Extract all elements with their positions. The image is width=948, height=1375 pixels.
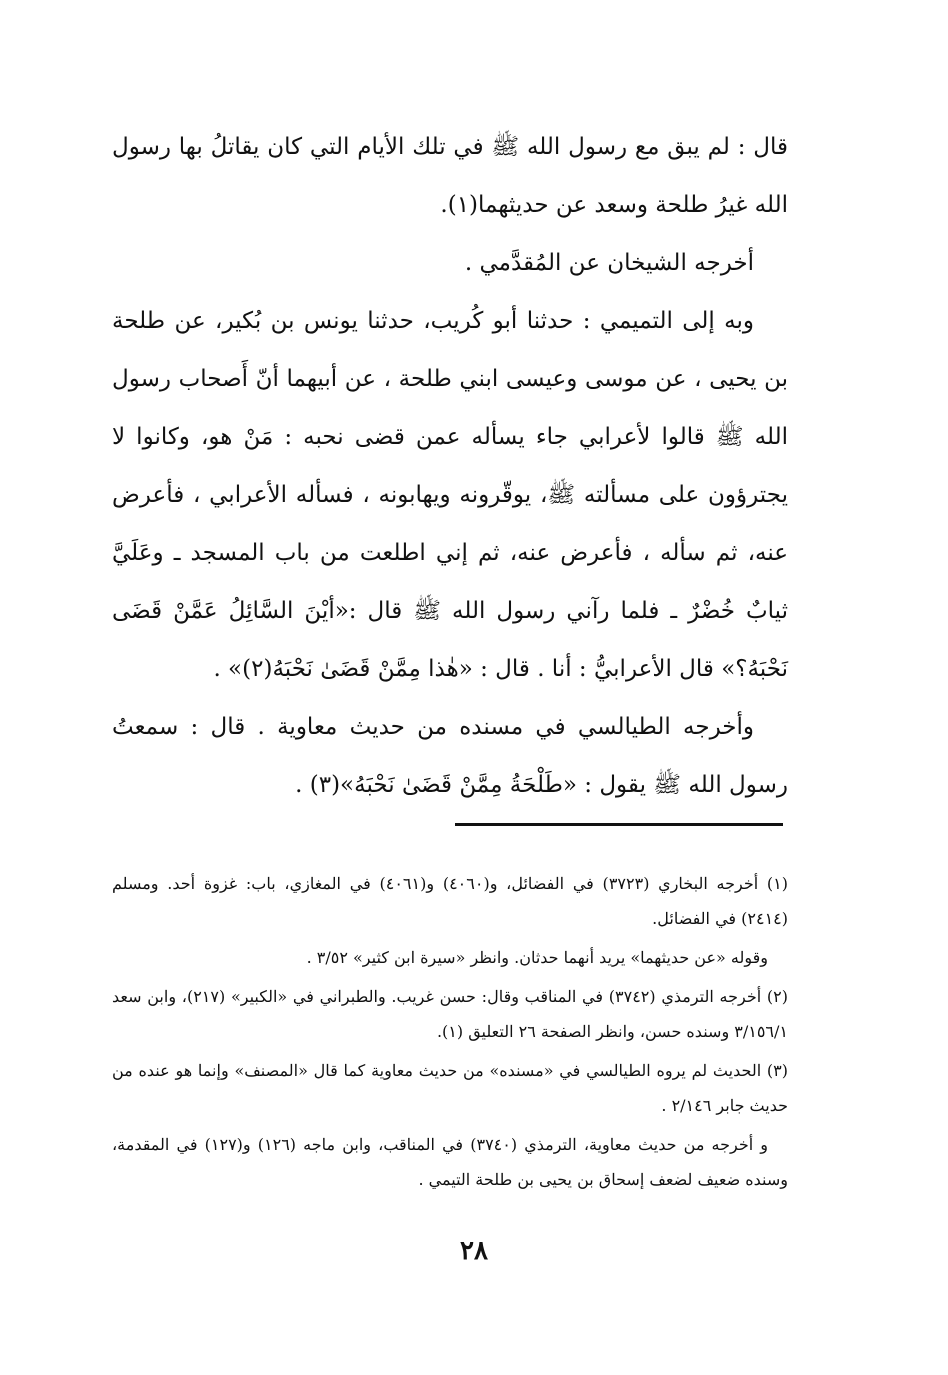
main-text — [112, 118, 788, 814]
footnote-3-continued: و أخرجه من حديث معاوية، الترمذي (٣٧٤٠) في المناقب، وابن ماجه (١٢٦) و(١٢٧) في المقدمة، وسنده ضعيف لضعف إسحاق بن يحيى بن طلحة التيمي . — [112, 1135, 788, 1189]
paragraph-1: قال : لم يبق مع رسول الله ﷺ في تلك الأيام التي كان يقاتلُ بها رسول الله غيرُ طلحة وسعد عن حديثهما(١). — [112, 134, 788, 218]
footnote-1-continued: وقوله «عن حديثهما» يريد أنهما حدثان. وانظر «سيرة ابن كثير» ٣/٥٢ . — [306, 948, 768, 967]
paragraph-2: أخرجه الشيخان عن المُقدَّمي . — [464, 250, 754, 276]
footnotes — [112, 866, 788, 1201]
page-number: ٢٨ — [460, 1236, 488, 1266]
footnote-3: (٣) الحديث لم يروه الطيالسي في «مسنده» من حديث معاوية كما قال «المصنف» وإنما هو عنده من حديث جابر ٢/١٤٦ . — [112, 1061, 788, 1115]
footnote-separator — [455, 823, 783, 826]
paragraph-4: وأخرجه الطيالسي في مسنده من حديث معاوية . قال : سمعتُ رسول الله ﷺ يقول : «طَلْحَةُ مِمَّنْ قَضَىٰ نَحْبَهُ»(٣) . — [112, 714, 788, 798]
footnote-1: (١) أخرجه البخاري (٣٧٢٣) في الفضائل، و(٤٠٦٠) و(٤٠٦١) في المغازي، باب: غزوة أحد. ومسلم (٢٤١٤) في الفضائل. — [112, 874, 789, 928]
footnote-2: (٢) أخرجه الترمذي (٣٧٤٢) في المناقب وقال: حسن غريب. والطبراني في «الكبير» (٢١٧)، وابن سعد ٣/١٥٦/١ وسنده حسن، وانظر الصفحة ٢٦ التعليق (١). — [112, 987, 789, 1041]
paragraph-3: وبه إلى التميمي : حدثنا أبو كُريب، حدثنا يونس بن بُكير، عن طلحة بن يحيى ، عن موسى وعيسى ابني طلحة ، عن أبيهما أنّ أَصحاب رسول الله ﷺ قالوا لأعرابي جاء يسأله عمن قضى نحبه : مَنْ هو، وكانوا لا يجترؤون على مسألته ﷺ، يوقّرونه ويهابونه ، فسأله الأعرابي ، فأعرض عنه، ثم سأله ، فأعرض عنه، ثم إني اطلعت من باب المسجد ـ وعَلَيَّ ثيابٌ خُضْرٌ ـ فلما رآني رسول الله ﷺ قال :«أيْنَ السَّائِلُ عَمَّنْ قَضَى نَحْبَهُ؟» قال الأعرابيُّ : أنا . قال : «هٰذا مِمَّنْ قَضَىٰ نَحْبَهُ(٢)» . — [112, 308, 788, 682]
